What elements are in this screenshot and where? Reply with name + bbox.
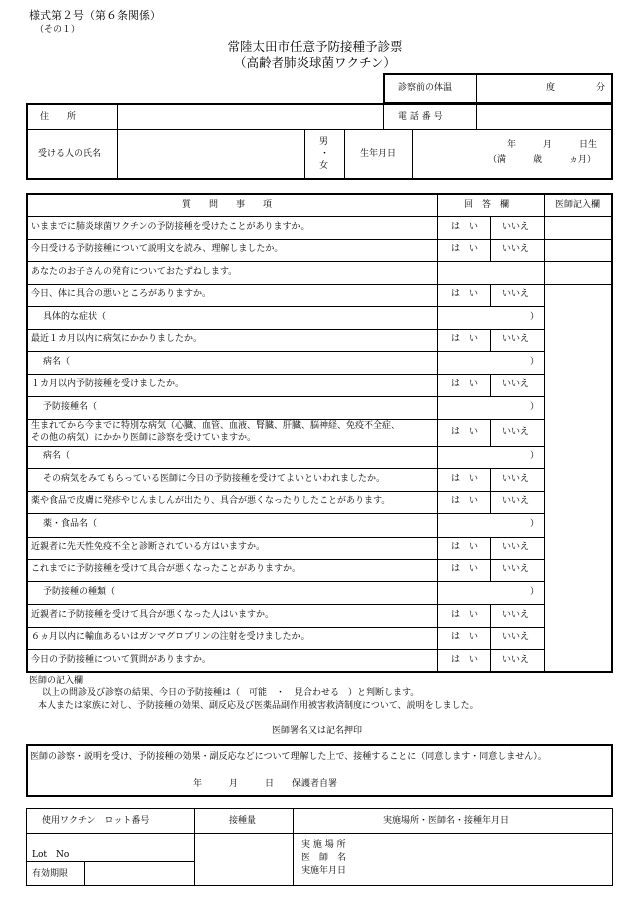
- gender-male[interactable]: 男: [319, 137, 329, 147]
- gender-dot: ・: [320, 149, 330, 159]
- answer-no[interactable]: いいえ: [502, 610, 530, 620]
- close-paren: ）: [530, 451, 540, 461]
- phone-label: 電 話 番 号: [398, 112, 443, 122]
- close-paren: ）: [530, 519, 540, 529]
- answer-yes[interactable]: は い: [451, 379, 479, 389]
- question-recent-vaccination: １カ月以内予防接種を受けましたか。: [31, 379, 185, 389]
- answer-yes[interactable]: は い: [451, 474, 479, 484]
- dose-field[interactable]: [197, 836, 290, 882]
- address-label: 住 所: [40, 112, 77, 122]
- question-recent-illness: 最近１カ月以内に病気にかかりましたか。: [31, 334, 203, 344]
- page-title: 常陸太田市任意予防接種予診票: [227, 39, 403, 54]
- question-doctor-approval: その病気をみてもらっている医師に今日の予防接種を受けてよいといわれましたか。: [43, 474, 386, 484]
- answer-yes[interactable]: は い: [451, 289, 479, 299]
- close-paren: ）: [530, 312, 540, 322]
- answer-yes[interactable]: は い: [451, 632, 479, 642]
- expiry-field[interactable]: [87, 863, 191, 883]
- lot-number-label[interactable]: Lot No: [32, 850, 70, 860]
- doctor-explanation: 本人または家族に対し、予防接種の効果、副反応及び医薬品副作用被害救済制度について、説明をしました。: [38, 701, 479, 711]
- question-special-illness-line1: 生まれてから今までに特別な病気（心臓、血管、血液、腎臓、肝臓、脳神経、免疫不全症、: [31, 421, 401, 431]
- form-id: 様式第２号（第６条関係）: [29, 9, 161, 22]
- place-label[interactable]: 実 施 場 所: [301, 840, 346, 850]
- temperature-degree[interactable]: 度: [546, 83, 556, 93]
- question-read-explanation: 今日受ける予防接種について説明文を読み、理解しましたか。: [31, 244, 284, 254]
- name-field[interactable]: [120, 132, 302, 176]
- question-column-header: 質 問 事 項: [182, 200, 273, 210]
- answer-no[interactable]: いいえ: [502, 496, 530, 506]
- close-paren: ）: [530, 402, 540, 412]
- answer-no[interactable]: いいえ: [502, 244, 530, 254]
- vaccine-lot-header: 使用ワクチン ロット番号: [42, 816, 150, 826]
- answer-no[interactable]: いいえ: [502, 427, 530, 437]
- doctor-section-label: 医師の記入欄: [29, 676, 84, 686]
- phone-field[interactable]: [480, 106, 608, 126]
- doctor-judgement[interactable]: 以上の問診及び診察の結果、今日の予防接種は（ 可能 ・ 見合わせる ）と判断します。: [42, 688, 420, 698]
- answer-no[interactable]: いいえ: [502, 564, 530, 574]
- dob-line1[interactable]: 年 月 日生: [507, 140, 598, 150]
- answer-no[interactable]: いいえ: [502, 474, 530, 484]
- question-special-illness-line2: その他の病気）にかかり医師に診察を受けていますか。: [31, 433, 257, 443]
- answer-no[interactable]: いいえ: [502, 289, 530, 299]
- page-subtitle: （高齢者肺炎球菌ワクチン）: [234, 55, 396, 70]
- question-vaccinated-before: いままでに肺炎球菌ワクチンの予防接種を受けたことがありますか。: [31, 222, 310, 232]
- answer-no[interactable]: いいえ: [502, 379, 530, 389]
- answer-yes[interactable]: は い: [451, 542, 479, 552]
- close-paren: ）: [530, 587, 540, 597]
- doctor-name-label[interactable]: 医 師 名: [301, 853, 347, 863]
- doctor-signature[interactable]: 医師署名又は記名押印: [272, 726, 363, 736]
- illness-name[interactable]: 病名（: [43, 357, 71, 367]
- question-feeling-unwell: 今日、体に具合の悪いところがありますか。: [31, 289, 212, 299]
- gender-female[interactable]: 女: [319, 161, 329, 171]
- doctor-column-header: 医師記入欄: [555, 200, 601, 210]
- question-allergy: 薬や食品で皮膚に発疹やじんましんが出たり、具合が悪くなったりしたことがあります。: [31, 496, 391, 506]
- special-illness-name[interactable]: 病名（: [43, 451, 71, 461]
- symptom-detail[interactable]: 具体的な症状（: [43, 312, 107, 322]
- answer-no[interactable]: いいえ: [502, 542, 530, 552]
- vaccination-name[interactable]: 予防接種名（: [43, 402, 98, 412]
- temperature-label: 診察前の体温: [398, 83, 453, 93]
- medicine-food-name[interactable]: 薬・食品名（: [43, 519, 98, 529]
- question-adverse-reaction: これまでに予防接種を受けて具合が悪くなったことがありますか。: [31, 564, 302, 574]
- question-development: あなたのお子さんの発育についておたずねします。: [31, 267, 238, 277]
- answer-yes[interactable]: は い: [451, 564, 479, 574]
- question-relative-reaction: 近親者に予防接種を受けて具合が悪くなった人はいますか。: [31, 610, 275, 620]
- answer-yes[interactable]: は い: [451, 655, 479, 665]
- answer-yes[interactable]: は い: [451, 427, 479, 437]
- answer-yes[interactable]: は い: [451, 222, 479, 232]
- temperature-minute[interactable]: 分: [596, 83, 606, 93]
- expiry-label: 有効期限: [32, 869, 69, 879]
- answer-yes[interactable]: は い: [451, 610, 479, 620]
- answer-no[interactable]: いいえ: [502, 334, 530, 344]
- answer-yes[interactable]: は い: [451, 244, 479, 254]
- answer-no[interactable]: いいえ: [502, 632, 530, 642]
- answer-yes[interactable]: は い: [451, 496, 479, 506]
- dose-header: 接種量: [229, 816, 257, 826]
- consent-date-signature[interactable]: 年 月 日 保護者自署: [193, 779, 338, 789]
- answer-yes[interactable]: は い: [451, 334, 479, 344]
- dob-label: 生年月日: [360, 149, 397, 159]
- form-sub: （その１）: [35, 25, 81, 35]
- answer-no[interactable]: いいえ: [502, 655, 530, 665]
- answer-column-header: 回 答 欄: [464, 200, 510, 210]
- close-paren: ）: [530, 357, 540, 367]
- question-immunodeficiency: 近親者に先天性免疫不全と診断されている方はいますか。: [31, 542, 266, 552]
- question-transfusion: ６ヵ月以内に輸血あるいはガンマグロブリンの注射を受けましたか。: [31, 632, 310, 642]
- address-field[interactable]: [120, 106, 380, 126]
- answer-no[interactable]: いいえ: [502, 222, 530, 232]
- dob-line2[interactable]: （満 歳 ヵ月）: [488, 155, 597, 165]
- place-header: 実施場所・医師名・接種年月日: [383, 816, 510, 826]
- question-any-questions: 今日の予防接種について質問がありますか。: [31, 655, 211, 665]
- vaccination-type[interactable]: 予防接種の種類（: [43, 587, 116, 597]
- name-label: 受ける人の氏名: [38, 149, 102, 159]
- consent-text[interactable]: 医師の診察・説明を受け、予防接種の効果・副反応などについて理解した上で、接種することに（同意します・同意しません）。: [30, 752, 547, 762]
- date-label[interactable]: 実施年月日: [301, 866, 347, 876]
